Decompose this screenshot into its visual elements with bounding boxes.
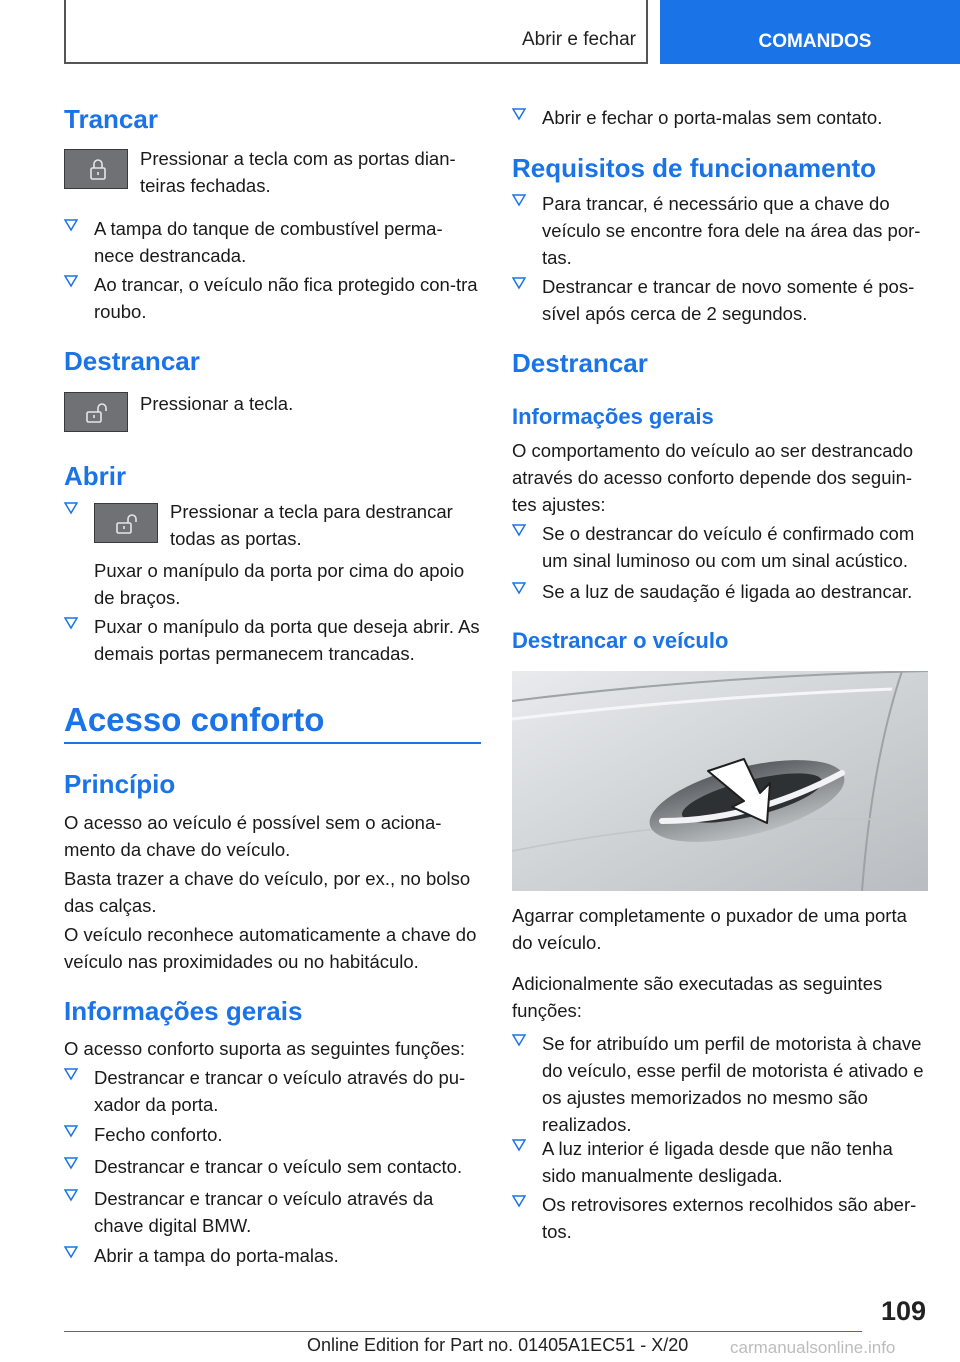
destrancar-key-text: Pressionar a tecla. (140, 393, 294, 414)
list-item: Para trancar, é necessário que a chave do veículo se encontre fora dele na área das por-tas. (512, 190, 928, 271)
principio-paragraph: O veículo reconhece automaticamente a chave do veículo nas proximidades ou no habitáculo. (64, 924, 477, 972)
footer-divider (64, 1331, 862, 1332)
list-item: Se for atribuído um perfil de motorista à chave do veículo, esse perfil de motorista é ativado e os ajustes memorizados no mesmo são realizados. (512, 1030, 928, 1138)
principio-heading: Princípio (64, 769, 176, 799)
triangle-bullet-icon (512, 1033, 526, 1047)
lock-icon (65, 150, 129, 190)
page-number: 109 (880, 1296, 926, 1326)
list-item: Fecho conforto. (64, 1121, 480, 1148)
trancar-heading: Trancar (64, 104, 158, 134)
acesso-conforto-heading: Acesso conforto (64, 701, 325, 738)
list-item: Destrancar e trancar o veículo sem contacto. (64, 1153, 480, 1180)
footer-edition: Online Edition for Part no. 01405A1EC51 - X/20 (307, 1335, 689, 1355)
list-item: Os retrovisores externos recolhidos são aber-tos. (512, 1191, 928, 1245)
photo-caption: Agarrar completamente o puxador de uma porta do veículo. (512, 905, 907, 953)
list-item: Se o destrancar do veículo é confirmado com um sinal luminoso ou com um sinal acústico. (512, 520, 928, 574)
triangle-bullet-icon (64, 1124, 78, 1138)
triangle-bullet-icon (64, 501, 78, 515)
list-item: Destrancar e trancar o veículo através do pu-xador da porta. (64, 1064, 480, 1118)
informacoes-gerais-subheading: Informações gerais (512, 404, 714, 429)
list-item: A luz interior é ligada desde que não tenha sido manualmente desligada. (512, 1135, 928, 1189)
unlock-key-icon (64, 392, 128, 432)
triangle-bullet-icon (64, 274, 78, 288)
list-item: Se a luz de saudação é ligada ao destrancar. (512, 578, 928, 605)
list-item: Destrancar e trancar o veículo através da chave digital BMW. (64, 1185, 480, 1239)
triangle-bullet-icon (512, 276, 526, 290)
destrancar-heading-right: Destrancar (512, 348, 648, 378)
abrir-heading: Abrir (64, 461, 127, 491)
door-handle-photo (512, 671, 928, 891)
abrir-extra-text: Puxar o manípulo da porta por cima do apoio de braços. (94, 560, 465, 608)
principio-paragraph: Basta trazer a chave do veículo, por ex., no bolso das calças. (64, 868, 471, 916)
list-item: Destrancar e trancar de novo somente é pos-sível após cerca de 2 segundos. (512, 273, 928, 327)
triangle-bullet-icon (64, 218, 78, 232)
requisitos-heading: Requisitos de funcionamento (512, 153, 877, 183)
destrancar-heading: Destrancar (64, 346, 200, 376)
lock-key-icon (64, 149, 128, 189)
triangle-bullet-icon (512, 193, 526, 207)
header-section-title: Abrir e fechar (521, 29, 636, 50)
abrir-key-text: Pressionar a tecla para destrancar todas as portas. (170, 501, 453, 549)
triangle-bullet-icon (512, 1194, 526, 1208)
triangle-bullet-icon (512, 581, 526, 595)
informacoes-paragraph: O acesso conforto suporta as seguintes funções: (64, 1038, 466, 1059)
triangle-bullet-icon (512, 523, 526, 537)
list-item: Abrir e fechar o porta-malas sem contato. (512, 104, 928, 131)
triangle-bullet-icon (64, 1245, 78, 1259)
list-item: Puxar o manípulo da porta que deseja abrir. As demais portas permanecem trancadas. (64, 613, 480, 667)
trancar-key-text: Pressionar a tecla com as portas dian-teiras fechadas. (140, 148, 456, 196)
list-item: A tampa do tanque de combustível perma-nece destrancada. (64, 215, 480, 269)
triangle-bullet-icon (64, 1067, 78, 1081)
list-item: Ao trancar, o veículo não fica protegido con-tra roubo. (64, 271, 480, 325)
destrancar-veiculo-subheading: Destrancar o veículo (512, 628, 729, 653)
triangle-bullet-icon (512, 1138, 526, 1152)
triangle-bullet-icon (64, 616, 78, 630)
triangle-bullet-icon (512, 107, 526, 121)
section-divider (64, 742, 481, 744)
informacoes-paragraph-right: O comportamento do veículo ao ser destrancado através do acesso conforto depende dos seguin-tes ajustes: (512, 440, 914, 515)
informacoes-gerais-heading: Informações gerais (64, 996, 303, 1026)
triangle-bullet-icon (64, 1188, 78, 1202)
funcoes-paragraph: Adicionalmente são executadas as seguintes funções: (512, 973, 883, 1021)
watermark: carmanualsonline.info (730, 1338, 896, 1357)
unlock-key-icon (94, 503, 158, 543)
triangle-bullet-icon (64, 1156, 78, 1170)
unlock-icon (95, 504, 159, 544)
header-chapter-tab (660, 0, 960, 64)
principio-paragraph: O acesso ao veículo é possível sem o aciona-mento da chave do veículo. (64, 812, 442, 860)
header-chapter-label: COMANDOS (758, 31, 872, 52)
list-item: Abrir a tampa do porta-malas. (64, 1242, 480, 1269)
unlock-icon (65, 393, 129, 433)
